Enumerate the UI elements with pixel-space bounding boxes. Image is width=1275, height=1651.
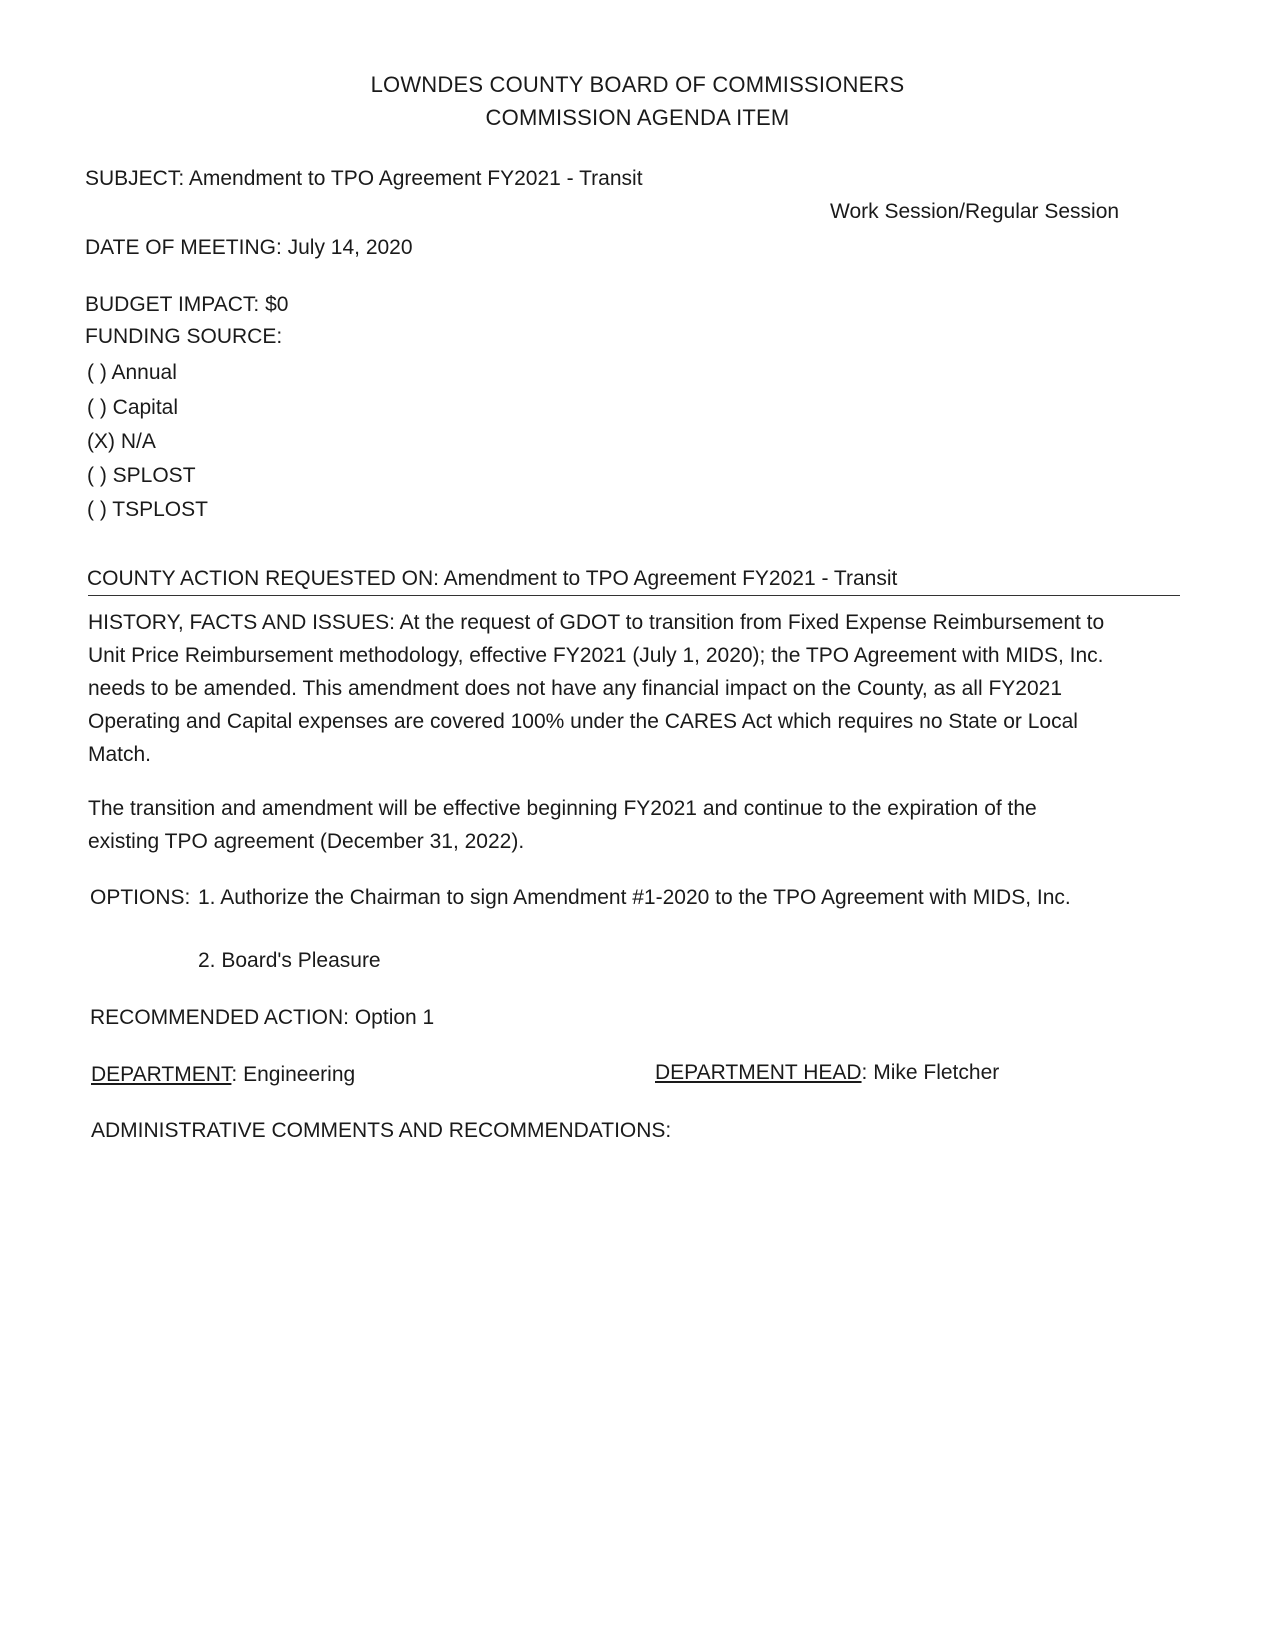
department-label: DEPARTMENT bbox=[91, 1063, 232, 1086]
department-head-label: DEPARTMENT HEAD bbox=[655, 1061, 862, 1084]
funding-option-tsplost: ( ) TSPLOST bbox=[87, 498, 208, 521]
budget-impact: BUDGET IMPACT: $0 bbox=[85, 293, 289, 316]
history-facts-issues bbox=[88, 606, 1188, 771]
history-line: HISTORY, FACTS AND ISSUES: At the request of GDOT to transition from Fixed Expense Reimbursement to bbox=[88, 611, 1105, 634]
department-head bbox=[655, 1058, 999, 1087]
history-line: Operating and Capital expenses are covered 100% under the CARES Act which requires no State or Local bbox=[88, 710, 1078, 733]
funding-source-label: FUNDING SOURCE: bbox=[85, 325, 283, 348]
section-divider bbox=[88, 595, 1180, 596]
history-line: Match. bbox=[88, 743, 152, 766]
funding-option-capital: ( ) Capital bbox=[87, 396, 179, 419]
history-line: Unit Price Reimbursement methodology, effective FY2021 (July 1, 2020); the TPO Agreement with MIDS, Inc. bbox=[88, 644, 1104, 667]
administrative-comments: ADMINISTRATIVE COMMENTS AND RECOMMENDATIONS: bbox=[91, 1119, 672, 1142]
funding-option-annual: ( ) Annual bbox=[87, 361, 177, 384]
transition-paragraph bbox=[88, 792, 1188, 858]
department bbox=[91, 1060, 355, 1089]
subject-line: SUBJECT: Amendment to TPO Agreement FY2021 - Transit bbox=[85, 167, 643, 190]
header-title-line1: LOWNDES COUNTY BOARD OF COMMISSIONERS bbox=[370, 72, 905, 97]
session-type: Work Session/Regular Session bbox=[830, 200, 1120, 223]
county-action-requested: COUNTY ACTION REQUESTED ON: Amendment to TPO Agreement FY2021 - Transit bbox=[87, 567, 898, 590]
department-value: : Engineering bbox=[231, 1063, 356, 1086]
transition-line: The transition and amendment will be effective beginning FY2021 and continue to the expiration of the bbox=[88, 797, 1037, 820]
department-head-value: : Mike Fletcher bbox=[861, 1061, 1000, 1084]
option-1: 1. Authorize the Chairman to sign Amendment #1-2020 to the TPO Agreement with MIDS, Inc. bbox=[198, 886, 1071, 909]
funding-option-splost: ( ) SPLOST bbox=[87, 464, 196, 487]
transition-line: existing TPO agreement (December 31, 2022). bbox=[88, 830, 525, 853]
funding-option-na: (X) N/A bbox=[87, 430, 156, 453]
option-2: 2. Board's Pleasure bbox=[198, 949, 381, 972]
recommended-action: RECOMMENDED ACTION: Option 1 bbox=[90, 1006, 435, 1029]
header-title-line2: COMMISSION AGENDA ITEM bbox=[485, 105, 790, 130]
history-line: needs to be amended. This amendment does not have any financial impact on the County, as all FY2021 bbox=[88, 677, 1062, 700]
date-of-meeting: DATE OF MEETING: July 14, 2020 bbox=[85, 236, 413, 259]
options-label: OPTIONS: bbox=[90, 886, 191, 909]
